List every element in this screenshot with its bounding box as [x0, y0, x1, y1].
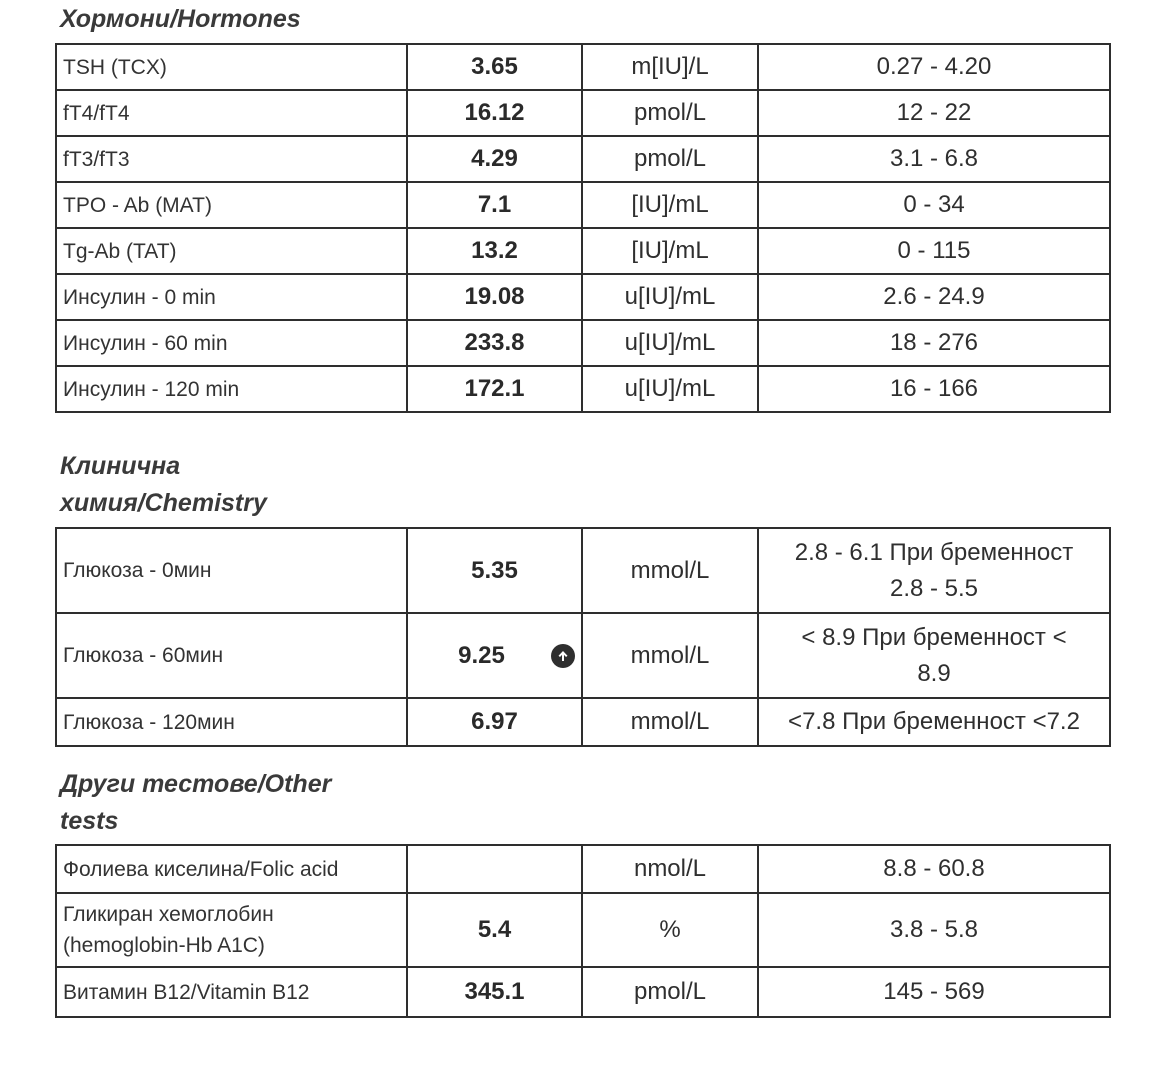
- reference-range: 8.8 - 60.8: [758, 845, 1110, 893]
- reference-range: [758, 613, 1110, 698]
- table-row: [56, 182, 1110, 228]
- reference-range: 3.8 - 5.8: [758, 893, 1110, 967]
- test-value: 19.08: [407, 274, 582, 320]
- test-unit: mmol/L: [582, 528, 758, 613]
- test-name: Глюкоза - 120мин: [56, 698, 407, 746]
- table-row: [56, 320, 1110, 366]
- section-title-line: химия/Chemistry: [60, 489, 267, 517]
- test-unit: m[IU]/L: [582, 44, 758, 90]
- reference-range-line: < 8.9 При бременност <: [801, 623, 1067, 651]
- test-unit: %: [582, 893, 758, 967]
- reference-range: 12 - 22: [758, 90, 1110, 136]
- other-tests-table: [55, 844, 1111, 1018]
- test-value: 16.12: [407, 90, 582, 136]
- test-name: Глюкоза - 60мин: [56, 613, 407, 698]
- reference-range: 145 - 569: [758, 967, 1110, 1017]
- test-unit: [IU]/mL: [582, 228, 758, 274]
- test-name: Инсулин - 120 min: [56, 366, 407, 412]
- test-name-line: (hemoglobin-Hb A1C): [63, 934, 265, 957]
- section-title-hormones: [60, 1, 301, 38]
- test-value: 5.4: [407, 893, 582, 967]
- test-value: 5.35: [407, 528, 582, 613]
- table-row: [56, 274, 1110, 320]
- test-name: Фолиева киселина/Folic acid: [56, 845, 407, 893]
- test-unit: nmol/L: [582, 845, 758, 893]
- reference-range: 2.6 - 24.9: [758, 274, 1110, 320]
- test-name: TSH (TCX): [56, 44, 407, 90]
- section-title-line: Други тестове/Other: [60, 770, 332, 798]
- test-unit: pmol/L: [582, 136, 758, 182]
- test-name: Глюкоза - 0мин: [56, 528, 407, 613]
- reference-range: [758, 528, 1110, 613]
- test-unit: mmol/L: [582, 698, 758, 746]
- test-value: 3.65: [407, 44, 582, 90]
- test-unit: pmol/L: [582, 90, 758, 136]
- test-value: 4.29: [407, 136, 582, 182]
- test-value: 6.97: [407, 698, 582, 746]
- section-title-line: tests: [60, 807, 119, 835]
- reference-range: 0 - 115: [758, 228, 1110, 274]
- test-unit: u[IU]/mL: [582, 320, 758, 366]
- table-row: [56, 228, 1110, 274]
- test-name: TPO - Ab (MAT): [56, 182, 407, 228]
- test-name: Tg-Ab (TAT): [56, 228, 407, 274]
- test-name: Инсулин - 60 min: [56, 320, 407, 366]
- section-title-text: Хормони/Hormones: [60, 5, 301, 33]
- section-title-other-tests: [60, 766, 331, 840]
- test-name: Инсулин - 0 min: [56, 274, 407, 320]
- table-row: [56, 90, 1110, 136]
- test-unit: u[IU]/mL: [582, 274, 758, 320]
- chemistry-table: [55, 527, 1111, 747]
- reference-range: 0.27 - 4.20: [758, 44, 1110, 90]
- table-row: [56, 44, 1110, 90]
- table-row: [56, 845, 1110, 893]
- test-name: Витамин B12/Vitamin B12: [56, 967, 407, 1017]
- test-value: 9.25: [458, 641, 505, 669]
- table-row: [56, 967, 1110, 1017]
- test-value: [407, 845, 582, 893]
- test-value: 345.1: [407, 967, 582, 1017]
- reference-range: 18 - 276: [758, 320, 1110, 366]
- table-row: [56, 136, 1110, 182]
- test-name: fT3/fT3: [56, 136, 407, 182]
- test-name: [56, 893, 407, 967]
- test-unit: mmol/L: [582, 613, 758, 698]
- reference-range-line: 2.8 - 5.5: [889, 574, 979, 602]
- reference-range: 3.1 - 6.8: [758, 136, 1110, 182]
- section-title-line: Клинична: [60, 452, 181, 480]
- table-row: [56, 366, 1110, 412]
- test-unit: u[IU]/mL: [582, 366, 758, 412]
- reference-range: 16 - 166: [758, 366, 1110, 412]
- test-unit: pmol/L: [582, 967, 758, 1017]
- reference-range: <7.8 При бременност <7.2: [758, 698, 1110, 746]
- reference-range: 0 - 34: [758, 182, 1110, 228]
- test-value: 172.1: [407, 366, 582, 412]
- reference-range-line: 2.8 - 6.1 При бременност: [794, 538, 1074, 566]
- arrow-up-icon: [551, 644, 575, 668]
- test-value: 233.8: [407, 320, 582, 366]
- table-row: [56, 698, 1110, 746]
- section-title-chemistry: [60, 448, 267, 522]
- table-row: [56, 528, 1110, 613]
- test-value-cell: [407, 613, 582, 698]
- test-name-line: Гликиран хемоглобин: [63, 903, 274, 926]
- test-unit: [IU]/mL: [582, 182, 758, 228]
- test-value: 13.2: [407, 228, 582, 274]
- table-row: [56, 893, 1110, 967]
- table-row: [56, 613, 1110, 698]
- hormones-table: [55, 43, 1111, 413]
- test-value: 7.1: [407, 182, 582, 228]
- test-name: fT4/fT4: [56, 90, 407, 136]
- reference-range-line: 8.9: [917, 659, 951, 687]
